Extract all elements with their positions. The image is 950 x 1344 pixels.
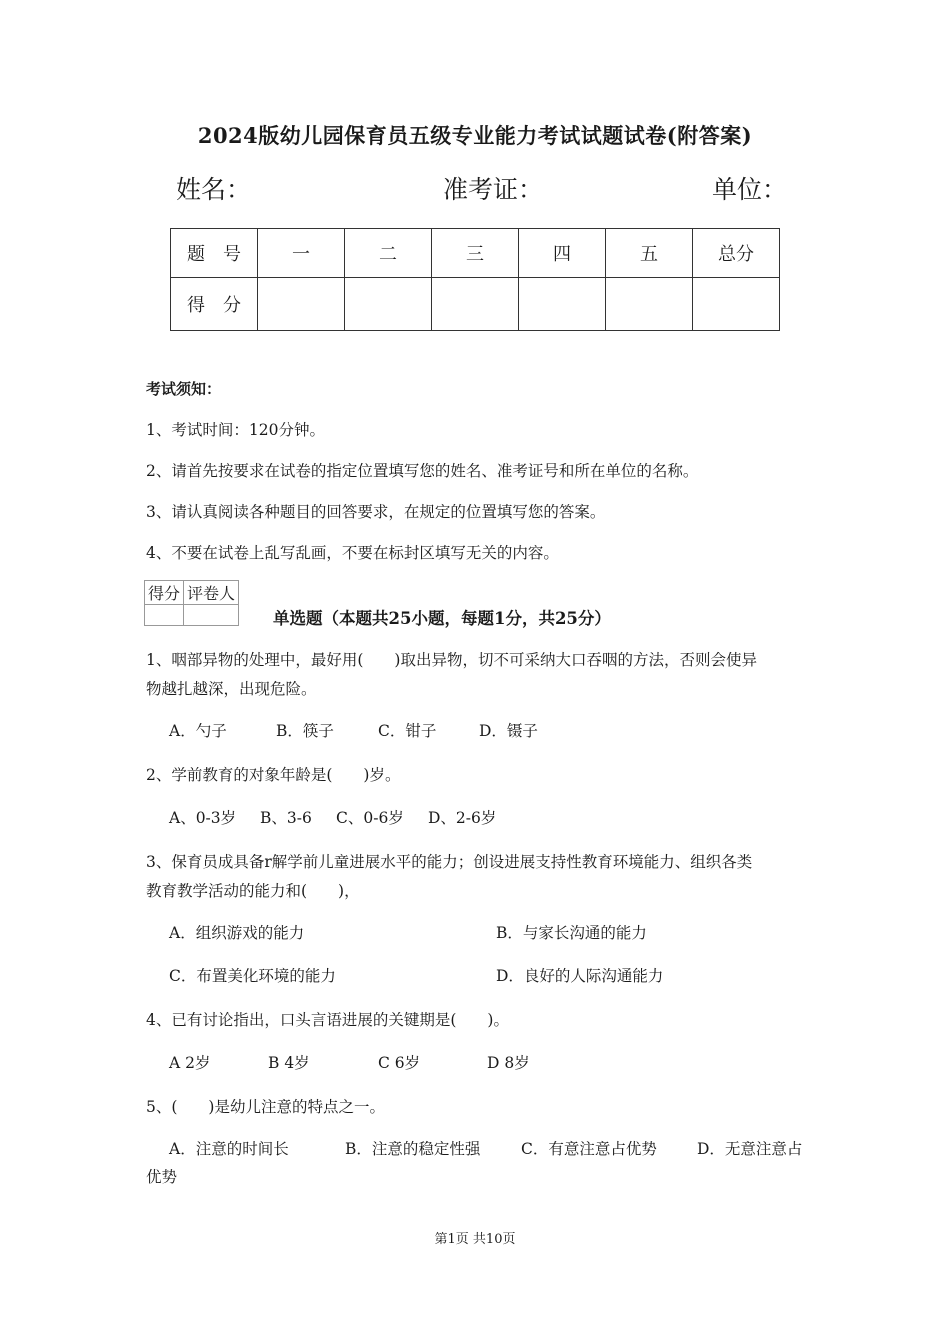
question-5-option-d-wrap: 优势 bbox=[146, 1168, 178, 1186]
score-table-header-cell: 题 号 bbox=[171, 229, 258, 278]
question-3-text-cont: 教育教学活动的能力和( )， bbox=[146, 882, 360, 900]
question-5-option-a[interactable]: A．注意的时间长 bbox=[169, 1140, 289, 1158]
score-table-score-row bbox=[171, 278, 780, 331]
exam-title: 2024版幼儿园保育员五级专业能力考试试题试卷(附答案) bbox=[197, 123, 753, 148]
score-table-header-row bbox=[171, 229, 780, 278]
score-cell[interactable] bbox=[432, 278, 519, 331]
notice-item: 1、考试时间：120分钟。 bbox=[146, 421, 325, 439]
score-table-row-label: 得 分 bbox=[171, 278, 258, 331]
question-3-option-c[interactable]: C．布置美化环境的能力 bbox=[169, 967, 336, 985]
exam-number-field-label: 准考证： bbox=[443, 175, 544, 204]
question-4-option-b[interactable]: B 4岁 bbox=[268, 1054, 310, 1072]
grader-name-cell[interactable] bbox=[184, 605, 239, 626]
question-1-text-cont: 物越扎越深，出现危险。 bbox=[146, 680, 317, 698]
question-4-option-c[interactable]: C 6岁 bbox=[378, 1054, 421, 1072]
name-field-label: 姓名： bbox=[176, 175, 252, 204]
score-table-header-cell: 总分 bbox=[693, 229, 780, 278]
grader-score-label: 得分 bbox=[145, 581, 184, 605]
score-table-header-cell: 五 bbox=[606, 229, 693, 278]
question-3-option-a[interactable]: A．组织游戏的能力 bbox=[169, 924, 305, 942]
page-footer: 第1页 共10页 bbox=[434, 1232, 516, 1247]
notice-title: 考试须知： bbox=[146, 380, 222, 398]
section-title: 单选题（本题共25小题，每题1分，共25分） bbox=[273, 609, 611, 628]
question-5-option-d[interactable]: D．无意注意占 bbox=[697, 1140, 803, 1158]
question-1-option-d[interactable]: D．镊子 bbox=[479, 722, 538, 740]
question-2-option-d[interactable]: D、2-6岁 bbox=[428, 809, 497, 827]
score-cell[interactable] bbox=[693, 278, 780, 331]
question-2-text: 2、学前教育的对象年龄是( )岁。 bbox=[146, 766, 401, 784]
notice-item: 2、请首先按要求在试卷的指定位置填写您的姓名、准考证号和所在单位的名称。 bbox=[146, 462, 699, 480]
notice-item: 4、不要在试卷上乱写乱画，不要在标封区填写无关的内容。 bbox=[146, 544, 559, 562]
score-cell[interactable] bbox=[258, 278, 345, 331]
unit-field-label: 单位： bbox=[712, 175, 788, 204]
score-table-header-cell: 一 bbox=[258, 229, 345, 278]
question-4-option-d[interactable]: D 8岁 bbox=[487, 1054, 530, 1072]
score-cell[interactable] bbox=[519, 278, 606, 331]
question-1-option-c[interactable]: C．钳子 bbox=[378, 722, 437, 740]
question-5-option-b[interactable]: B．注意的稳定性强 bbox=[345, 1140, 481, 1158]
question-2-option-a[interactable]: A、0-3岁 bbox=[169, 809, 237, 827]
notice-item: 3、请认真阅读各种题目的回答要求，在规定的位置填写您的答案。 bbox=[146, 503, 606, 521]
score-table-header-cell: 四 bbox=[519, 229, 606, 278]
question-4-text: 4、已有讨论指出，口头言语进展的关键期是( )。 bbox=[146, 1011, 509, 1029]
question-2-option-c[interactable]: C、0-6岁 bbox=[336, 809, 404, 827]
question-4-option-a[interactable]: A 2岁 bbox=[169, 1054, 211, 1072]
question-5-text: 5、( )是幼儿注意的特点之一。 bbox=[146, 1098, 385, 1116]
grader-name-label: 评卷人 bbox=[184, 581, 239, 605]
question-2-option-b[interactable]: B、3-6 bbox=[260, 809, 312, 827]
score-table-header-cell: 二 bbox=[345, 229, 432, 278]
question-3-option-b[interactable]: B．与家长沟通的能力 bbox=[496, 924, 647, 942]
score-table bbox=[170, 228, 780, 331]
question-3-option-d[interactable]: D．良好的人际沟通能力 bbox=[496, 967, 664, 985]
grader-table bbox=[144, 580, 239, 626]
score-cell[interactable] bbox=[606, 278, 693, 331]
question-1-option-b[interactable]: B．筷子 bbox=[276, 722, 334, 740]
question-1-text: 1、咽部异物的处理中，最好用( )取出异物，切不可采纳大口吞咽的方法，否则会使异 bbox=[146, 651, 757, 669]
grader-score-cell[interactable] bbox=[145, 605, 184, 626]
score-cell[interactable] bbox=[345, 278, 432, 331]
question-1-option-a[interactable]: A．勺子 bbox=[169, 722, 227, 740]
question-3-text: 3、保育员成具备r解学前儿童进展水平的能力；创设进展支持性教育环境能力、组织各类 bbox=[146, 853, 753, 871]
question-5-option-c[interactable]: C．有意注意占优势 bbox=[521, 1140, 657, 1158]
score-table-header-cell: 三 bbox=[432, 229, 519, 278]
